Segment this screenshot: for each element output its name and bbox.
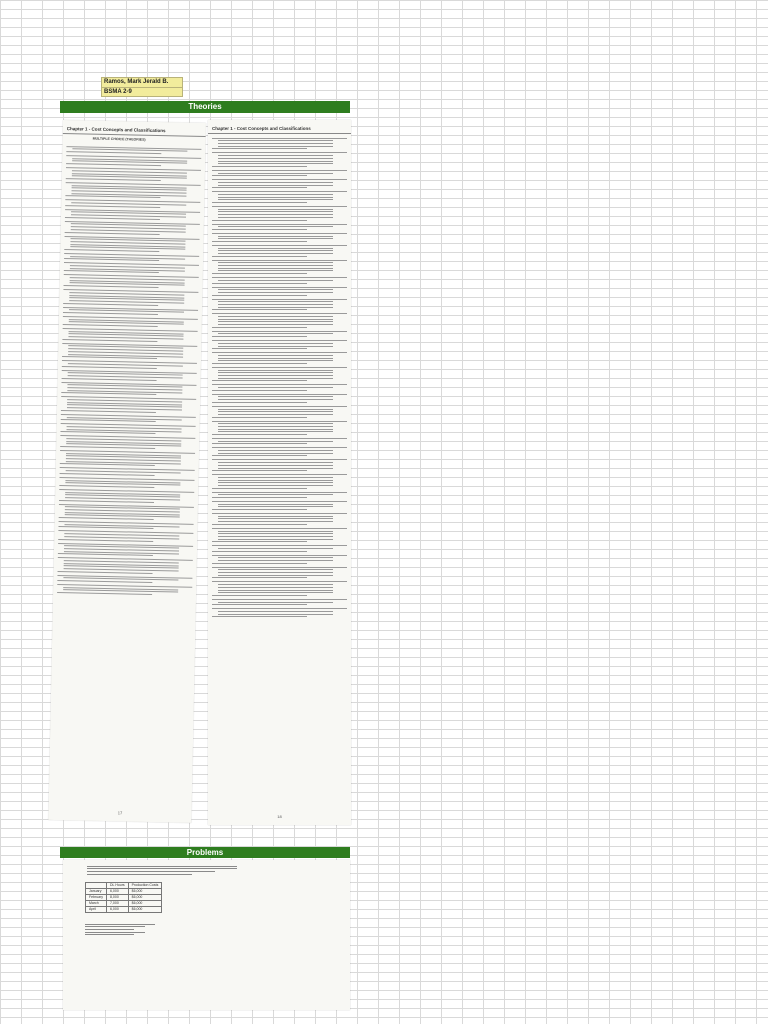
question-item [60,467,195,476]
question-item [66,146,201,155]
question-item [58,521,193,530]
table-cell: $6,000 [128,901,162,907]
question-item [57,584,192,596]
question-item [59,504,194,521]
table-cell: 6,000 [107,907,129,913]
question-item [212,179,347,188]
page-number-right: 18 [277,814,282,819]
question-item [212,313,347,327]
question-item [212,545,347,551]
question-item [212,501,347,510]
question-item [62,360,197,369]
theories-header: Theories [60,101,350,113]
question-item [59,489,194,504]
question-item [64,274,199,289]
question-item [61,414,196,423]
question-item [57,575,192,584]
question-item [212,406,347,418]
question-item [65,221,200,236]
question-item [212,492,347,498]
student-section-cell[interactable]: BSMA 2-9 [101,87,183,97]
question-text-block-left [53,142,206,601]
question-item [62,370,197,382]
question-item [212,299,347,311]
question-item [212,384,347,390]
question-item [212,528,347,542]
question-item [212,277,347,283]
table-cell: 6,000 [107,889,129,895]
question-item [212,459,347,471]
table-cell: January [86,889,107,895]
page-subtitle-left: MULTIPLE CHOICE (THEORIES) [92,136,146,142]
question-item [212,331,347,337]
question-item [64,262,199,274]
question-item [62,328,197,343]
question-item [59,477,194,489]
question-item [212,138,347,150]
problem-legend-text [85,922,155,937]
table-cell: $6,000 [128,907,162,913]
question-item [212,170,347,176]
question-item [61,382,196,397]
question-item [212,438,347,444]
question-text-block-right [208,134,351,622]
question-item [212,599,347,605]
question-item [212,287,347,296]
question-item [212,447,347,456]
scanned-page-left [48,120,206,823]
table-cell: $6,000 [128,895,162,901]
table-row [86,907,162,913]
question-item [60,423,195,435]
problem-intro-text [87,864,237,876]
question-item [212,555,347,564]
table-header-cell: Production Costs [128,883,162,889]
student-name-cell[interactable]: Ramos, Mark Jerald B. [101,77,183,88]
question-item [212,352,347,364]
question-item [58,530,193,542]
question-item [212,581,347,595]
question-item [212,474,347,488]
question-item [60,450,195,467]
question-item [212,191,347,203]
question-item [64,236,199,253]
question-item [66,155,201,167]
question-item [212,152,347,166]
question-item [65,209,200,221]
table-cell: February [86,895,107,901]
question-item [65,182,200,199]
question-item [63,289,198,306]
question-item [64,253,199,262]
question-item [212,421,347,435]
question-item [212,224,347,230]
scanned-page-right [208,120,351,825]
question-item [212,233,347,242]
table-cell: 7,000 [107,901,129,907]
question-item [63,307,198,316]
table-header-cell: DL Hours [107,883,129,889]
question-item [212,340,347,349]
question-item [212,245,347,257]
question-item [212,608,347,617]
table-cell: April [86,907,107,913]
question-item [65,199,200,208]
scanned-problem-page [63,860,350,1010]
problems-header: Problems [60,847,350,858]
question-item [61,396,196,413]
question-item [62,343,197,360]
problem-data-table [85,882,162,913]
table-cell: March [86,901,107,907]
question-item [212,206,347,220]
question-item [66,167,201,182]
chapter-title-right: Chapter 1 - Cost Concepts and Classifications [208,120,351,134]
question-item [58,557,193,574]
question-item [58,542,193,557]
question-item [60,435,195,450]
table-cell: $6,000 [128,889,162,895]
table-cell: 8,000 [107,895,129,901]
question-item [212,394,347,403]
question-item [212,260,347,274]
question-item [212,367,347,381]
question-item [212,513,347,525]
question-item [63,316,198,328]
chapter-title-left: Chapter 1 - Cost Concepts and Classifications [63,120,206,137]
page-number-left: 17 [117,810,123,816]
question-item [212,567,347,579]
